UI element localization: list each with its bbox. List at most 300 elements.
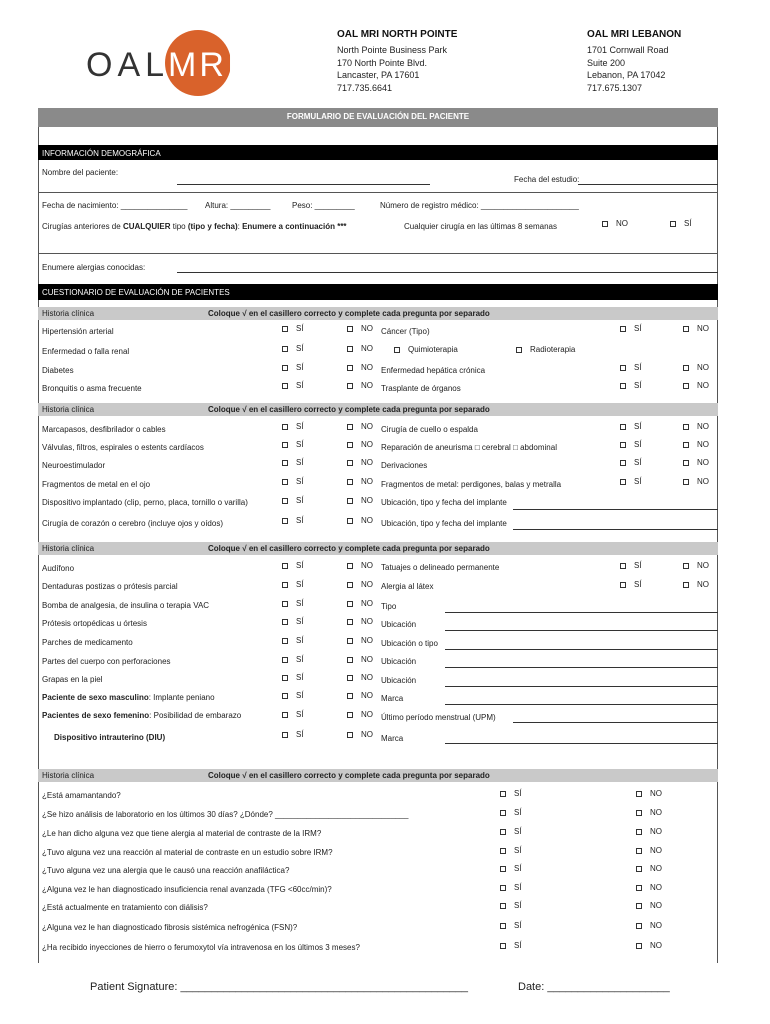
no-checkbox[interactable]: [347, 324, 373, 333]
checkbox-label: NO: [361, 477, 373, 486]
checkbox[interactable]: [516, 347, 522, 353]
checkbox[interactable]: [636, 829, 642, 835]
checkbox-label: NO: [361, 655, 373, 664]
yes-checkbox[interactable]: [620, 458, 642, 467]
checkbox[interactable]: [347, 601, 353, 607]
question-label: Grapas en la piel: [42, 675, 103, 684]
checkbox-label: NO: [361, 636, 373, 645]
detail-field[interactable]: [445, 743, 718, 744]
question-label: ¿Tuvo alguna vez una alergia que le causó una reacción anafiláctica?: [42, 866, 290, 875]
checkbox-label: SÍ: [634, 363, 642, 372]
yes-checkbox[interactable]: [620, 440, 642, 449]
checkbox[interactable]: [500, 866, 506, 872]
detail-field[interactable]: [445, 667, 718, 668]
checkbox-label: NO: [650, 901, 662, 910]
yes-checkbox[interactable]: [500, 864, 522, 873]
checkbox[interactable]: [683, 563, 689, 569]
no-checkbox[interactable]: [347, 599, 373, 608]
checkbox-label: SÍ: [296, 516, 304, 525]
checkbox[interactable]: [347, 518, 353, 524]
no-checkbox[interactable]: [636, 901, 662, 910]
checkbox-label: SÍ: [296, 324, 304, 333]
checkbox[interactable]: [282, 383, 288, 389]
checkbox-label: NO: [697, 477, 709, 486]
logo-text-oal: OAL: [86, 46, 170, 84]
location-title: OAL MRI LEBANON: [587, 29, 682, 40]
no-checkbox[interactable]: [347, 496, 373, 505]
checkbox-label: NO: [361, 673, 373, 682]
checkbox-label: NO: [361, 561, 373, 570]
checkbox[interactable]: [500, 848, 506, 854]
checkbox[interactable]: [620, 479, 626, 485]
checkbox-label: NO: [361, 730, 373, 739]
checkbox[interactable]: [500, 923, 506, 929]
checkbox[interactable]: [282, 601, 288, 607]
study-date-label: Fecha del estudio:: [514, 175, 580, 184]
demographics-header: [38, 145, 718, 160]
checkbox[interactable]: [683, 479, 689, 485]
patient-signature-field[interactable]: Patient Signature: _______________________________________________: [90, 981, 469, 993]
checkbox[interactable]: [636, 903, 642, 909]
checkbox-label: SÍ: [634, 422, 642, 431]
no-checkbox[interactable]: [347, 381, 373, 390]
checkbox[interactable]: [636, 810, 642, 816]
detail-field[interactable]: [513, 722, 718, 723]
yes-checkbox[interactable]: [282, 422, 304, 431]
checkbox-label: SÍ: [514, 827, 522, 836]
checkbox[interactable]: [620, 563, 626, 569]
yes-checkbox[interactable]: [500, 883, 522, 892]
frame: [38, 300, 718, 963]
checkbox-label: SÍ: [296, 477, 304, 486]
no-checkbox[interactable]: [683, 324, 709, 333]
checkbox[interactable]: [347, 732, 353, 738]
no-checkbox[interactable]: [347, 673, 373, 682]
no-checkbox[interactable]: [347, 691, 373, 700]
checkbox[interactable]: [636, 923, 642, 929]
checkbox-label: NO: [361, 422, 373, 431]
question-label: ¿Está amamantando?: [42, 791, 121, 800]
checkbox-label: SÍ: [296, 363, 304, 372]
checkbox-label: SÍ: [296, 655, 304, 664]
history-bar: [38, 403, 718, 416]
checkbox[interactable]: [282, 563, 288, 569]
question-label: Ubicación: [381, 676, 417, 685]
checkbox[interactable]: [282, 518, 288, 524]
checkbox[interactable]: [620, 460, 626, 466]
recent-surgery-no[interactable]: [602, 219, 628, 228]
question-label: Último período menstrual (UPM): [381, 713, 496, 722]
yes-checkbox[interactable]: [282, 636, 304, 645]
yes-checkbox[interactable]: [282, 580, 304, 589]
instruction: Coloque √ en el casillero correcto y complete cada pregunta por separado: [208, 544, 490, 553]
no-checkbox[interactable]: [636, 789, 662, 798]
weight-label: Peso: _________: [292, 201, 355, 210]
yes-checkbox[interactable]: [282, 477, 304, 486]
checkbox-label: NO: [697, 381, 709, 390]
checkbox[interactable]: [347, 582, 353, 588]
detail-field[interactable]: [445, 630, 718, 631]
question-label: ¿Tuvo alguna vez una reacción al material de contraste en un estudio sobre IRM?: [42, 848, 333, 857]
question-label: Cirugía de cuello o espalda: [381, 425, 478, 434]
yes-checkbox[interactable]: [282, 561, 304, 570]
history-label: Historia clínica: [42, 405, 95, 414]
yes-checkbox[interactable]: [500, 827, 522, 836]
checkbox[interactable]: [500, 943, 506, 949]
checkbox[interactable]: [282, 424, 288, 430]
checkbox[interactable]: [347, 675, 353, 681]
divider: [38, 253, 718, 254]
checkbox[interactable]: [636, 848, 642, 854]
checkbox-label: SÍ: [514, 846, 522, 855]
checkbox[interactable]: [347, 619, 353, 625]
checkbox-label: SÍ: [296, 636, 304, 645]
form-title-banner: [38, 108, 718, 127]
checkbox[interactable]: [394, 347, 400, 353]
yes-checkbox[interactable]: [620, 561, 642, 570]
no-checkbox[interactable]: [347, 730, 373, 739]
checkbox-label: NO: [697, 580, 709, 589]
detail-field[interactable]: [445, 649, 718, 650]
history-label: Historia clínica: [42, 544, 95, 553]
female-detail: : Posibilidad de embarazo: [149, 711, 242, 720]
checkbox[interactable]: [282, 442, 288, 448]
checkbox-label: SÍ: [514, 921, 522, 930]
detail-field[interactable]: [445, 686, 718, 687]
no-checkbox[interactable]: [683, 363, 709, 372]
checkbox-label: SÍ: [634, 381, 642, 390]
yes-checkbox[interactable]: [282, 710, 304, 719]
patient-name-field[interactable]: [177, 184, 430, 185]
question-label: Alergia al látex: [381, 582, 434, 591]
yes-checkbox[interactable]: [500, 808, 522, 817]
questionnaire-header: [38, 284, 718, 300]
checkbox[interactable]: [620, 442, 626, 448]
checkbox[interactable]: [620, 326, 626, 332]
logo-text-mri: MRI: [168, 46, 240, 84]
yes-checkbox[interactable]: [620, 381, 642, 390]
question-label: ¿Le han dicho alguna vez que tiene alergia al material de contraste de la IRM?: [42, 829, 322, 838]
checkbox[interactable]: [347, 479, 353, 485]
no-checkbox[interactable]: [347, 363, 373, 372]
checkbox[interactable]: [636, 885, 642, 891]
question-label: Válvulas, filtros, espirales o estents cardíacos: [42, 443, 204, 452]
height-label: Altura: _________: [205, 201, 271, 210]
checkbox-label: SÍ: [296, 458, 304, 467]
chemo-option[interactable]: [394, 345, 458, 354]
checkbox[interactable]: [282, 712, 288, 718]
location-line: 1701 Cornwall Road: [587, 45, 669, 55]
prior-surgeries-text: tipo: [170, 222, 188, 231]
question-label: Prótesis ortopédicas u órtesis: [42, 619, 147, 628]
checkbox-label: NO: [650, 846, 662, 855]
history-label: Historia clínica: [42, 309, 95, 318]
demographics-title: INFORMACIÓN DEMOGRÁFICA: [42, 149, 161, 158]
yes-checkbox[interactable]: [620, 363, 642, 372]
yes-checkbox[interactable]: [282, 496, 304, 505]
question-label: ¿Está actualmente en tratamiento con diálisis?: [42, 903, 208, 912]
no-checkbox[interactable]: [636, 864, 662, 873]
no-checkbox[interactable]: [636, 808, 662, 817]
checkbox-label: SÍ: [634, 458, 642, 467]
no-checkbox[interactable]: [636, 941, 662, 950]
question-label: Fragmentos de metal en el ojo: [42, 480, 151, 489]
checkbox-label: NO: [697, 561, 709, 570]
no-checkbox[interactable]: [347, 458, 373, 467]
checkbox[interactable]: [500, 885, 506, 891]
checkbox[interactable]: [347, 563, 353, 569]
yes-checkbox[interactable]: [620, 324, 642, 333]
checkbox-label: NO: [361, 617, 373, 626]
patient-name-label: Nombre del paciente:: [42, 168, 119, 177]
question-label: Dentaduras postizas o prótesis parcial: [42, 582, 178, 591]
male-label: Paciente de sexo masculino: [42, 693, 149, 702]
question-label: Marcapasos, desfibrilador o cables: [42, 425, 166, 434]
checkbox[interactable]: [347, 424, 353, 430]
checkbox-label: Radioterapia: [530, 345, 576, 354]
yes-checkbox[interactable]: [282, 363, 304, 372]
implant-field[interactable]: [513, 529, 718, 530]
checkbox[interactable]: [282, 619, 288, 625]
question-label: Bomba de analgesia, de insulina o terapia VAC: [42, 601, 210, 610]
checkbox[interactable]: [683, 365, 689, 371]
yes-checkbox[interactable]: [500, 846, 522, 855]
yes-checkbox[interactable]: [500, 901, 522, 910]
checkbox[interactable]: [347, 712, 353, 718]
no-checkbox[interactable]: [636, 883, 662, 892]
checkbox[interactable]: [500, 791, 506, 797]
location-line: 170 North Pointe Blvd.: [337, 57, 428, 68]
checkbox[interactable]: [347, 442, 353, 448]
no-checkbox[interactable]: [683, 440, 709, 449]
no-checkbox[interactable]: [347, 477, 373, 486]
yes-checkbox[interactable]: [620, 422, 642, 431]
checkbox[interactable]: [347, 365, 353, 371]
recent-surgery-yes[interactable]: [670, 219, 692, 228]
checkbox[interactable]: [282, 498, 288, 504]
no-checkbox[interactable]: [683, 580, 709, 589]
form-title: FORMULARIO DE EVALUACIÓN DEL PACIENTE: [286, 112, 470, 121]
no-checkbox[interactable]: [347, 655, 373, 664]
no-checkbox[interactable]: [683, 477, 709, 486]
checkbox-label: NO: [361, 580, 373, 589]
checkbox-label: SÍ: [296, 496, 304, 505]
checkbox[interactable]: [282, 326, 288, 332]
question-label: Cáncer (Tipo): [381, 327, 430, 336]
checkbox[interactable]: [636, 791, 642, 797]
checkbox[interactable]: [282, 657, 288, 663]
yes-checkbox[interactable]: [500, 921, 522, 930]
checkbox[interactable]: [282, 582, 288, 588]
checkbox-label: NO: [697, 363, 709, 372]
checkbox[interactable]: [282, 479, 288, 485]
no-checkbox[interactable]: [347, 636, 373, 645]
yes-checkbox[interactable]: [282, 599, 304, 608]
question-label: Trasplante de órganos: [381, 384, 461, 393]
checkbox[interactable]: [683, 582, 689, 588]
checkbox[interactable]: [282, 460, 288, 466]
yes-checkbox[interactable]: [500, 789, 522, 798]
date-field[interactable]: Date: ____________________: [518, 981, 670, 993]
checkbox[interactable]: [282, 732, 288, 738]
detail-field[interactable]: [445, 704, 718, 705]
checkbox[interactable]: [620, 424, 626, 430]
yes-checkbox[interactable]: [500, 941, 522, 950]
checkbox-label: SÍ: [296, 730, 304, 739]
checkbox[interactable]: [683, 424, 689, 430]
checkbox[interactable]: [636, 943, 642, 949]
location-line: Lebanon, PA 17042: [587, 70, 666, 80]
no-checkbox[interactable]: [347, 710, 373, 719]
study-date-field[interactable]: [578, 184, 718, 185]
divider: [38, 192, 718, 193]
question-label: Bronquitis o asma frecuente: [42, 384, 142, 393]
radio-option[interactable]: [516, 345, 575, 354]
no-checkbox[interactable]: [683, 561, 709, 570]
questionnaire-title: CUESTIONARIO DE EVALUACIÓN DE PACIENTES: [42, 288, 230, 297]
history-bar: [38, 542, 718, 555]
question-label: Fragmentos de metal: perdigones, balas y metralla: [381, 480, 562, 489]
no-checkbox[interactable]: [347, 617, 373, 626]
checkbox[interactable]: [620, 582, 626, 588]
checkbox[interactable]: [282, 365, 288, 371]
checkbox-label: SÍ: [634, 561, 642, 570]
question-label: Cirugía de corazón o cerebro (incluye ojos y oídos): [42, 519, 223, 528]
no-checkbox[interactable]: [636, 827, 662, 836]
checkbox-label: SÍ: [296, 617, 304, 626]
question-label: Ubicación: [381, 657, 417, 666]
checkbox-label: NO: [697, 422, 709, 431]
yes-checkbox[interactable]: [282, 381, 304, 390]
prior-surgeries-text: Cirugías anteriores de: [42, 222, 123, 231]
checkbox[interactable]: [347, 383, 353, 389]
question-label: Ubicación o tipo: [381, 639, 438, 648]
yes-checkbox[interactable]: [282, 691, 304, 700]
checkbox[interactable]: [683, 326, 689, 332]
yes-checkbox[interactable]: [282, 324, 304, 333]
no-checkbox[interactable]: [683, 422, 709, 431]
checkbox[interactable]: [620, 365, 626, 371]
yes-checkbox[interactable]: [282, 344, 304, 353]
checkbox-label: SÍ: [514, 789, 522, 798]
checkbox-label: NO: [616, 219, 628, 228]
no-checkbox[interactable]: [683, 381, 709, 390]
checkbox-label: SÍ: [634, 440, 642, 449]
checkbox[interactable]: [282, 693, 288, 699]
question-label: Partes del cuerpo con perforaciones: [42, 657, 171, 666]
checkbox[interactable]: [683, 460, 689, 466]
checkbox-label: NO: [361, 458, 373, 467]
checkbox[interactable]: [347, 657, 353, 663]
yes-checkbox[interactable]: [282, 516, 304, 525]
instruction: Coloque √ en el casillero correcto y complete cada pregunta por separado: [208, 771, 490, 780]
checkbox[interactable]: [620, 383, 626, 389]
checkbox[interactable]: [347, 346, 353, 352]
no-checkbox[interactable]: [347, 561, 373, 570]
checkbox-label: SÍ: [296, 673, 304, 682]
detail-field[interactable]: [445, 612, 718, 613]
no-checkbox[interactable]: [683, 458, 709, 467]
checkbox[interactable]: [282, 346, 288, 352]
checkbox[interactable]: [683, 383, 689, 389]
no-checkbox[interactable]: [636, 921, 662, 930]
no-checkbox[interactable]: [347, 516, 373, 525]
question-label: Ubicación: [381, 620, 417, 629]
checkbox-label: NO: [361, 599, 373, 608]
checkbox[interactable]: [347, 498, 353, 504]
checkbox[interactable]: [282, 638, 288, 644]
question-label: Derivaciones: [381, 461, 428, 470]
question-label: Hipertensión arterial: [42, 327, 114, 336]
question-label: Tipo: [381, 602, 397, 611]
question-label: [42, 711, 241, 720]
question-label: ¿Se hizo análisis de laboratorio en los últimos 30 días? ¿Dónde? ______________________________: [42, 810, 409, 819]
checkbox-label: SÍ: [296, 422, 304, 431]
yes-checkbox[interactable]: [620, 580, 642, 589]
location-line: Lancaster, PA 17601: [337, 70, 420, 80]
checkbox[interactable]: [347, 460, 353, 466]
no-checkbox[interactable]: [347, 580, 373, 589]
checkbox[interactable]: [670, 221, 676, 227]
checkbox-label: SÍ: [514, 883, 522, 892]
checkbox[interactable]: [282, 675, 288, 681]
yes-checkbox[interactable]: [282, 458, 304, 467]
checkbox[interactable]: [500, 810, 506, 816]
yes-checkbox[interactable]: [282, 440, 304, 449]
no-checkbox[interactable]: [347, 440, 373, 449]
prior-surgeries-text: :: [237, 222, 243, 231]
checkbox[interactable]: [683, 442, 689, 448]
mrn-label: Número de registro médico: ______________________: [380, 201, 579, 210]
yes-checkbox[interactable]: [282, 617, 304, 626]
history-label: Historia clínica: [42, 771, 95, 780]
checkbox-label: NO: [650, 808, 662, 817]
checkbox-label: SÍ: [634, 477, 642, 486]
allergies-field[interactable]: [177, 272, 718, 273]
question-label: Audífono: [42, 564, 75, 573]
checkbox-label: NO: [697, 440, 709, 449]
checkbox[interactable]: [602, 221, 608, 227]
yes-checkbox[interactable]: [282, 655, 304, 664]
checkbox[interactable]: [347, 326, 353, 332]
checkbox-label: SÍ: [634, 324, 642, 333]
yes-checkbox[interactable]: [282, 673, 304, 682]
implant-field[interactable]: [513, 509, 718, 510]
location-north-pointe: [337, 29, 457, 94]
recent-surgery-label: Cualquier cirugía en las últimas 8 semanas: [404, 222, 557, 231]
checkbox[interactable]: [500, 829, 506, 835]
question-label: Enfermedad o falla renal: [42, 347, 130, 356]
checkbox[interactable]: [347, 638, 353, 644]
no-checkbox[interactable]: [347, 422, 373, 431]
no-checkbox[interactable]: [636, 846, 662, 855]
checkbox[interactable]: [347, 693, 353, 699]
checkbox[interactable]: [500, 903, 506, 909]
checkbox-label: NO: [361, 496, 373, 505]
yes-checkbox[interactable]: [620, 477, 642, 486]
history-bar: [38, 307, 718, 320]
checkbox-label: SÍ: [514, 901, 522, 910]
question-label: Ubicación, tipo y fecha del implante: [381, 519, 507, 528]
no-checkbox[interactable]: [347, 344, 373, 353]
checkbox-label: SÍ: [296, 344, 304, 353]
question-label: Enfermedad hepática crónica: [381, 366, 486, 375]
checkbox-label: NO: [650, 941, 662, 950]
prior-surgeries-list: Enumere a continuación ***: [242, 222, 347, 231]
history-bar: [38, 769, 718, 782]
yes-checkbox[interactable]: [282, 730, 304, 739]
checkbox[interactable]: [636, 866, 642, 872]
